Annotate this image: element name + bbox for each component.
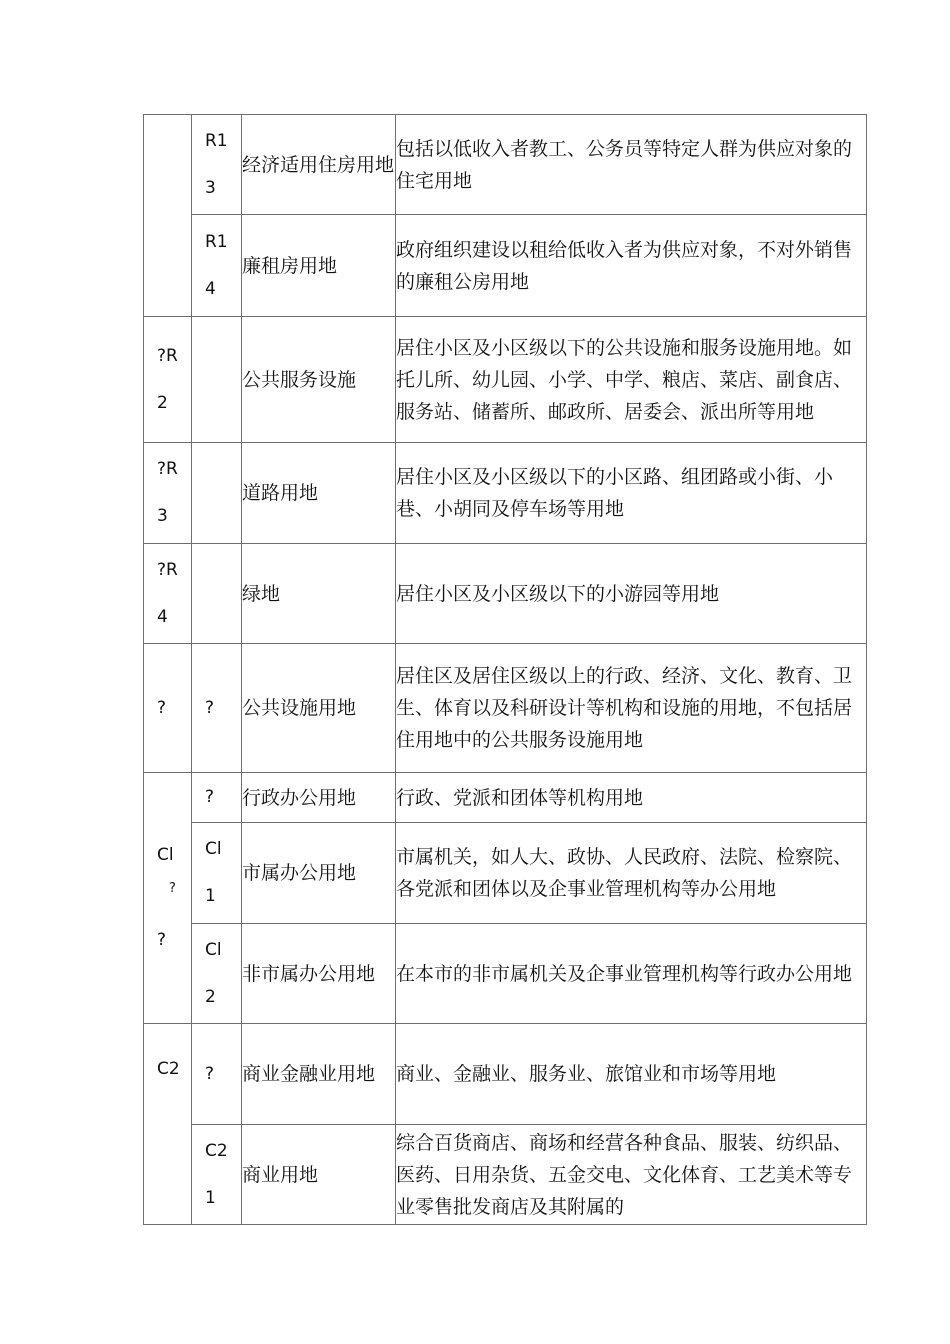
description-cell: 市属机关，如人大、政协、人民政府、法院、检察院、各党派和团体以及企事业管理机构等办公用地 <box>396 823 867 924</box>
code-cell: ? <box>192 1024 242 1125</box>
code-text: 3 <box>205 177 216 198</box>
code-cell <box>192 115 242 215</box>
category-cell <box>144 317 192 443</box>
description-cell: 综合百货商店、商场和经营各种食品、服装、纺织品、医药、日用杂货、五金交电、文化体育、工艺美术等专业零售批发商店及其附属的 <box>396 1125 867 1225</box>
table-row <box>144 443 867 544</box>
description-cell: 商业、金融业、服务业、旅馆业和市场等用地 <box>396 1024 867 1125</box>
name-cell: 公共设施用地 <box>242 644 396 773</box>
description-cell: 居住小区及小区级以下的小游园等用地 <box>396 544 867 644</box>
code-text: ?R <box>157 459 178 479</box>
code-text: 2 <box>157 392 168 413</box>
code-text: 2 <box>205 986 216 1007</box>
code-text: Cl <box>205 839 222 859</box>
name-cell: 商业金融业用地 <box>242 1024 396 1125</box>
description-cell: 居住区及居住区级以上的行政、经济、文化、教育、卫生、体育以及科研设计等机构和设施的用地，不包括居住用地中的公共服务设施用地 <box>396 644 867 773</box>
table-row <box>144 317 867 443</box>
code-text: C2 <box>205 1140 228 1161</box>
description-cell: 包括以低收入者教工、公务员等特定人群为供应对象的住宅用地 <box>396 115 867 215</box>
name-cell: 公共服务设施 <box>242 317 396 443</box>
name-cell: 道路用地 <box>242 443 396 544</box>
table-row <box>144 924 867 1024</box>
table-row <box>144 773 867 823</box>
code-text: ? <box>169 881 176 896</box>
code-cell: ? <box>192 644 242 773</box>
category-cell: ? <box>144 644 192 773</box>
table-row <box>144 215 867 317</box>
code-text: R1 <box>205 231 228 252</box>
name-cell: 行政办公用地 <box>242 773 396 823</box>
code-cell <box>192 215 242 317</box>
description-cell: 居住小区及小区级以下的小区路、组团路或小街、小巷、小胡同及停车场等用地 <box>396 443 867 544</box>
code-text: 4 <box>205 278 216 299</box>
land-use-table <box>143 114 867 1225</box>
description-cell: 政府组织建设以租给低收入者为供应对象，不对外销售的廉租公房用地 <box>396 215 867 317</box>
code-text: 4 <box>157 606 168 627</box>
code-cell <box>192 317 242 443</box>
description-cell: 行政、党派和团体等机构用地 <box>396 773 867 823</box>
name-cell: 经济适用住房用地 <box>242 115 396 215</box>
code-text: Cl <box>205 939 222 960</box>
table-row <box>144 544 867 644</box>
code-text: R1 <box>205 130 228 151</box>
code-text: 3 <box>157 506 168 526</box>
name-cell: 廉租房用地 <box>242 215 396 317</box>
code-cell <box>192 443 242 544</box>
code-text: ?R <box>157 559 178 580</box>
code-cell <box>192 544 242 644</box>
category-cell <box>144 773 192 1024</box>
category-cell <box>144 544 192 644</box>
table-row <box>144 1125 867 1225</box>
code-text: 1 <box>205 1187 216 1208</box>
code-cell <box>192 1125 242 1225</box>
name-cell: 绿地 <box>242 544 396 644</box>
code-text: ?R <box>157 345 178 366</box>
category-cell: C2 <box>144 1024 192 1225</box>
code-cell: ? <box>192 773 242 823</box>
code-text: Cl <box>157 845 174 865</box>
code-cell <box>192 924 242 1024</box>
name-cell: 商业用地 <box>242 1125 396 1225</box>
description-cell: 在本市的非市属机关及企事业管理机构等行政办公用地 <box>396 924 867 1024</box>
name-cell: 市属办公用地 <box>242 823 396 924</box>
table-row <box>144 644 867 773</box>
code-text: ? <box>157 930 167 950</box>
table-row <box>144 823 867 924</box>
description-cell: 居住小区及小区级以下的公共设施和服务设施用地。如托儿所、幼儿园、小学、中学、粮店、菜店、副食店、服务站、储蓄所、邮政所、居委会、派出所等用地 <box>396 317 867 443</box>
name-cell: 非市属办公用地 <box>242 924 396 1024</box>
table-row <box>144 1024 867 1125</box>
category-cell <box>144 115 192 317</box>
code-cell <box>192 823 242 924</box>
code-text: 1 <box>205 886 216 906</box>
table-row <box>144 115 867 215</box>
category-cell <box>144 443 192 544</box>
